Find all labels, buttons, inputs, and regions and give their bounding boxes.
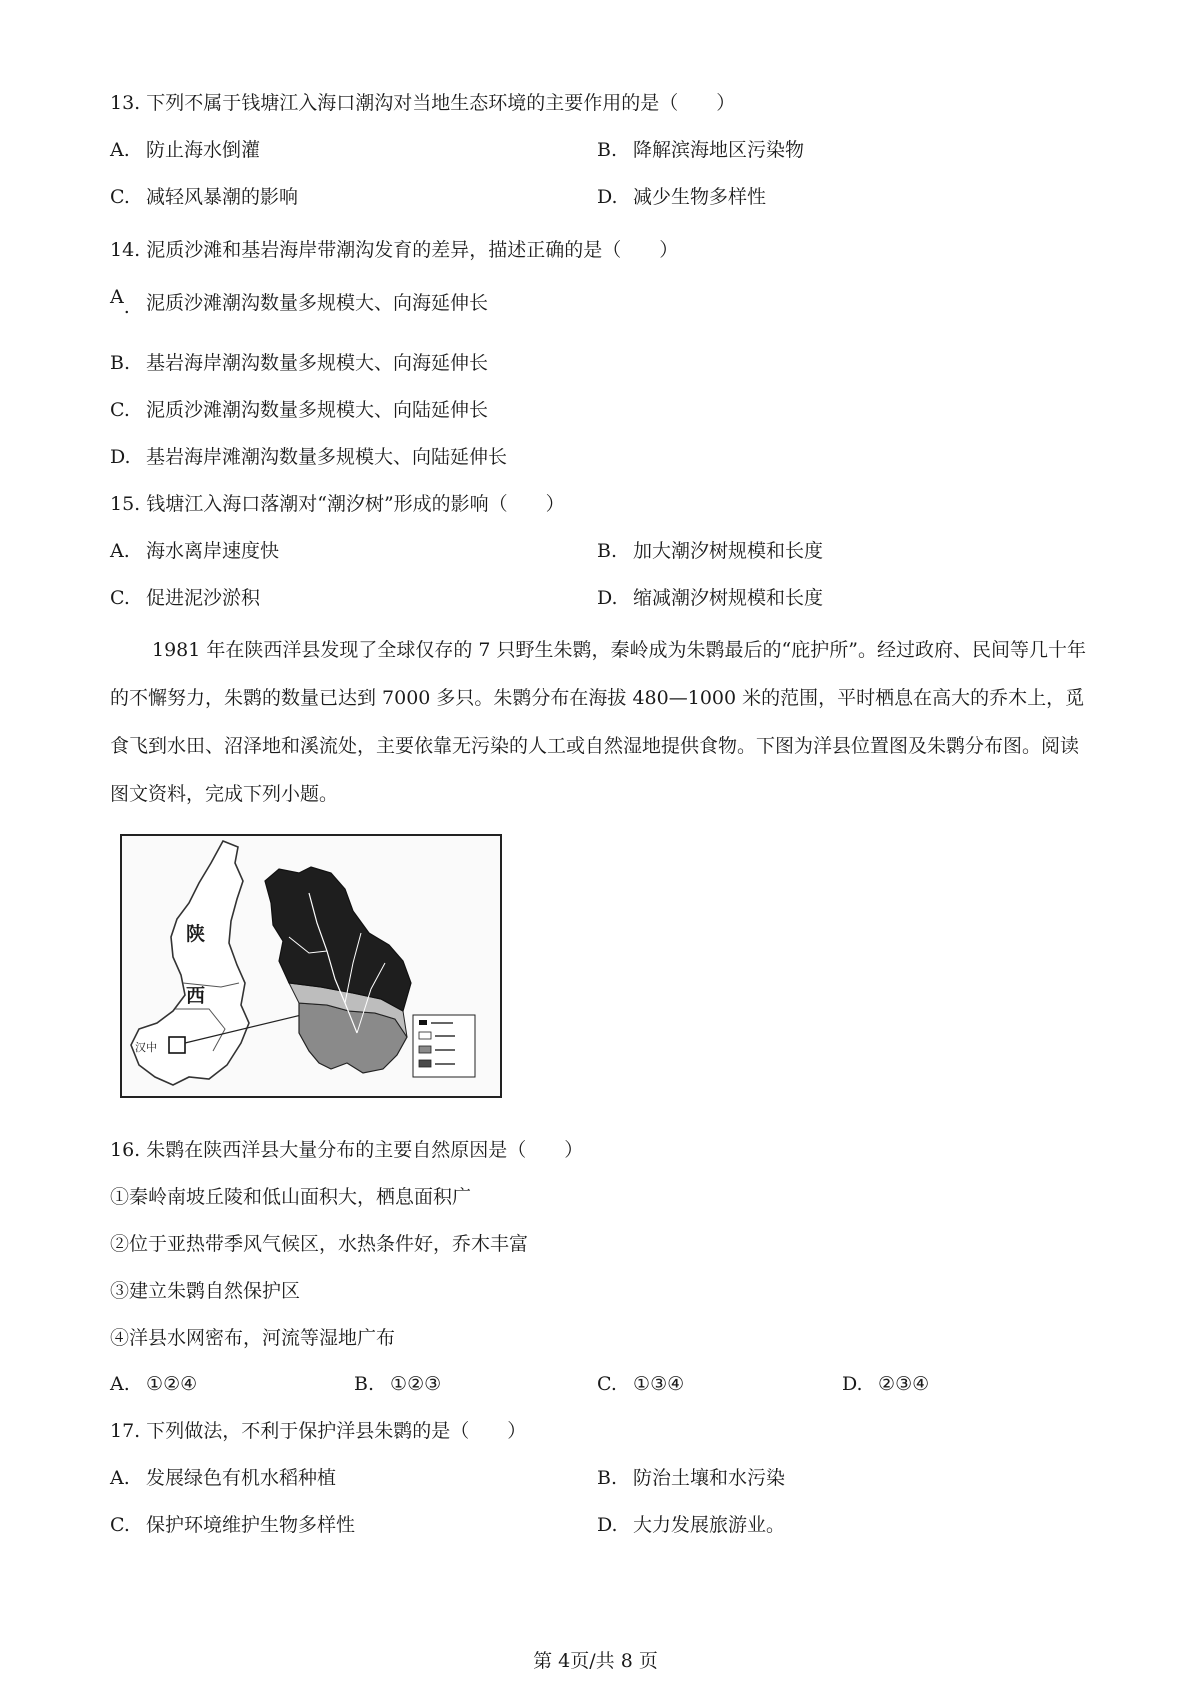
reading-passage [110,626,1090,818]
q14-option-b[interactable] [110,351,488,375]
q16-option-a[interactable] [110,1372,197,1396]
q17-option-b[interactable] [597,1466,785,1490]
option-label: B. [597,139,618,161]
q15-option-b[interactable] [597,539,823,563]
province-label-1: 陕 [186,923,206,945]
legend-swatch [419,1046,431,1053]
option-label: B. [110,352,131,374]
option-text: 泥质沙滩潮沟数量多规模大、向陆延伸长 [146,399,489,421]
q17-stem: 17. 下列做法，不利于保护洋县朱鹮的是（ ） [110,1420,527,1442]
q16-statement-3: ③建立朱鹮自然保护区 [110,1280,301,1302]
option-label: C. [110,186,130,208]
map-figure [113,833,508,1101]
option-label: A. [110,540,130,562]
legend-swatch [419,1020,427,1025]
option-label: D. [597,587,618,609]
option-label: D. [597,186,618,208]
option-text: ①②③ [390,1373,442,1395]
city-label: 汉中 [135,1041,157,1054]
q13-option-c[interactable] [110,185,298,209]
option-text: ①③④ [633,1373,685,1395]
q17-option-a[interactable] [110,1466,336,1490]
province-label-2: 西 [186,985,206,1007]
q14-option-c[interactable] [110,398,488,422]
option-text: 防治土壤和水污染 [633,1467,786,1489]
q16-statement-2: ②位于亚热带季风气候区，水热条件好，乔木丰富 [110,1233,529,1255]
map-legend [413,1015,475,1077]
q14-option-a[interactable] [110,286,489,318]
q15-stem: 15. 钱塘江入海口落潮对“潮汐树”形成的影响（ ） [110,493,565,515]
option-label: C. [110,587,130,609]
q13-stem: 13. 下列不属于钱塘江入海口潮沟对当地生态环境的主要作用的是（ ） [110,92,736,114]
option-label: C. [597,1373,617,1395]
q17-option-c[interactable] [110,1513,355,1537]
q16-statement-4: ④洋县水网密布，河流等湿地广布 [110,1327,396,1349]
option-label: D. [597,1514,618,1536]
option-text: 促进泥沙淤积 [146,587,261,609]
option-label: B. [597,540,618,562]
option-text: 降解滨海地区污染物 [633,139,805,161]
page-footer: 第 4页/共 8 页 [533,1650,658,1672]
q15-option-c[interactable] [110,586,260,610]
option-text: 保护环境维护生物多样性 [146,1514,356,1536]
option-label: A. [110,1467,130,1489]
option-label: A. [110,139,130,161]
option-label: C. [110,399,130,421]
option-text: 缩减潮汐树规模和长度 [633,587,824,609]
option-label: D. [110,446,131,468]
option-text: 减轻风暴潮的影响 [146,186,299,208]
option-text: ②③④ [878,1373,930,1395]
option-text: 泥质沙滩潮沟数量多规模大、向海延伸长 [146,292,489,314]
q14-option-d[interactable] [110,445,507,469]
option-text: 海水离岸速度快 [146,540,280,562]
legend-swatch [419,1060,431,1067]
option-text: 减少生物多样性 [633,186,767,208]
option-label: A [110,286,124,308]
q14-stem: 14. 泥质沙滩和基岩海岸带潮沟发育的差异，描述正确的是（ ） [110,239,679,261]
stray-dot: . [123,296,130,318]
option-label: C. [110,1514,130,1536]
option-text: 基岩海岸滩潮沟数量多规模大、向陆延伸长 [146,446,508,468]
option-label: A. [110,1373,130,1395]
option-text: 基岩海岸潮沟数量多规模大、向海延伸长 [146,352,489,374]
option-text: 发展绿色有机水稻种植 [146,1467,337,1489]
option-label: B. [354,1373,375,1395]
q15-option-d[interactable] [597,586,823,610]
q16-option-d[interactable] [842,1372,929,1396]
q13-option-d[interactable] [597,185,766,209]
q16-statement-1: ①秦岭南坡丘陵和低山面积大，栖息面积广 [110,1186,472,1208]
option-text: 加大潮汐树规模和长度 [633,540,824,562]
q13-option-a[interactable] [110,138,260,162]
option-text: ①②④ [146,1373,198,1395]
option-text: 防止海水倒灌 [146,139,261,161]
q13-option-b[interactable] [597,138,804,162]
q16-option-b[interactable] [354,1372,441,1396]
q17-option-d[interactable] [597,1513,785,1537]
q15-option-a[interactable] [110,539,279,563]
legend-swatch [419,1032,431,1039]
passage-text: 1981 年在陕西洋县发现了全球仅存的 7 只野生朱鹮，秦岭成为朱鹮最后的“庇护所”。经过政府、民间等几十年的不懈努力，朱鹮的数量已达到 7000 多只。朱鹮分布在海拔 480—1000 米的范围，平时栖息在高大的乔木上，觅食飞到水田、沼泽地和溪流处，主要依靠无污染的人工或自然湿地提供食物。下图为洋县位置图及朱鹮分布图。阅读图文资料，完成下列小题。 [110,639,1086,805]
map-svg [113,833,508,1101]
option-label: B. [597,1467,618,1489]
q16-option-c[interactable] [597,1372,684,1396]
q16-stem: 16. 朱鹮在陕西洋县大量分布的主要自然原因是（ ） [110,1139,584,1161]
option-label: D. [842,1373,863,1395]
option-text: 大力发展旅游业。 [633,1514,786,1536]
